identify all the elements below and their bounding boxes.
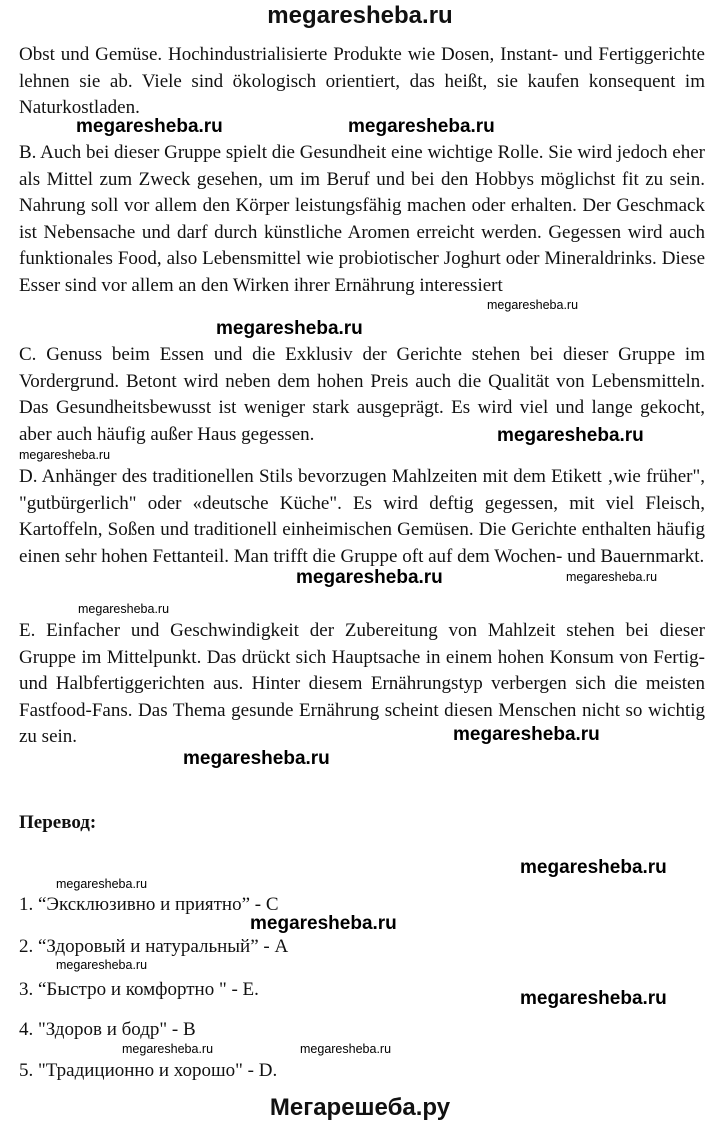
watermark: megaresheba.ru [183,748,330,769]
watermark: megaresheba.ru [78,602,170,616]
translation-heading: Перевод: [19,812,97,833]
watermark: megaresheba.ru [300,1042,392,1056]
paragraph-intro: Obst und Gemüse. Hochindustrialisierte Produkte wie Dosen, Instant- und Fertiggerichte lehnen sie ab. Viele sind ökologisch orientiert, das heißt, sie kaufen konsequent im Naturkostladen. [19,44,705,119]
paragraph-e: E. Einfacher und Geschwindigkeit der Zubereitung von Mahlzeit stehen bei dieser Gruppe im Mittelpunkt. Das drückt sich Hauptsache in einem hohen Konsum von Fertig- und Halbfertiggerichten aus. Hinter diesem Ernährungstyp verbergen sich die meisten Fastfood-Fans. Das Thema gesunde Ernährung scheint diesen Menschen nicht so wichtig zu sein. [19,620,705,748]
translation-item-5: 5. "Традиционно и хорошо" - D. [19,1060,278,1081]
site-footer: Мегарешеба.ру [269,1094,451,1121]
watermark: megaresheba.ru [520,857,667,878]
translation-item-3: 3. “Быстро и комфортно " - Е. [19,979,259,1000]
watermark: megaresheba.ru [497,425,644,446]
paragraph-c: C. Genuss beim Essen und die Exklusiv der Gerichte stehen bei dieser Gruppe im Vordergrund. Betont wird neben dem hohen Preis auch die Qualität von Lebensmitteln. Das Gesundheitsbewusst ist weniger stark ausgeprägt. Es wird viel und lange gekocht, aber auch häufig außer Haus gegessen. [19,344,705,445]
translation-item-1: 1. “Эксклюзивно и приятно” - С [19,894,279,915]
watermark: megaresheba.ru [19,448,111,462]
watermark: megaresheba.ru [56,877,148,891]
translation-item-4: 4. "Здоров и бодр" - В [19,1019,196,1040]
watermark: megaresheba.ru [566,570,658,584]
watermark: megaresheba.ru [122,1042,214,1056]
watermark: megaresheba.ru [250,913,397,934]
watermark: megaresheba.ru [296,567,443,588]
watermark: megaresheba.ru [216,318,363,339]
watermark: megaresheba.ru [487,298,579,312]
watermark: megaresheba.ru [520,988,667,1009]
watermark: megaresheba.ru [453,724,600,745]
paragraph-b: B. Auch bei dieser Gruppe spielt die Gesundheit eine wichtige Rolle. Sie wird jedoch eher als Mittel zum Zweck gesehen, um im Beruf und bei den Hobbys möglichst fit zu sein. Nahrung soll vor allem den Körper leistungsfähig machen oder erhalten. Der Geschmack ist Nebensache und darf durch künstliche Aromen erreicht werden. Gegessen wird auch funktionales Food, also Lebensmittel wie probiotischer Joghurt oder Mineraldrinks. Diese Esser sind vor allem an den Wirken ihrer Ernährung interessiert [19,142,705,296]
translation-item-2: 2. “Здоровый и натуральный” - А [19,936,289,957]
watermark: megaresheba.ru [348,116,495,137]
paragraph-d: D. Anhänger des traditionellen Stils bevorzugen Mahlzeiten mit dem Etikett ‚wie früher", "gutbürgerlich" oder «deutsche Küche". Es wird deftig gegessen, mit viel Fleisch, Kartoffeln, Soßen und traditionell einheimischen Gemüsen. Die Gerichte enthalten häufig einen sehr hohen Fettanteil. Man trifft die Gruppe oft auf dem Wochen- und Bauernmarkt. [19,466,705,567]
site-header: megaresheba.ru [267,2,453,29]
watermark: megaresheba.ru [56,958,148,972]
watermark: megaresheba.ru [76,116,223,137]
